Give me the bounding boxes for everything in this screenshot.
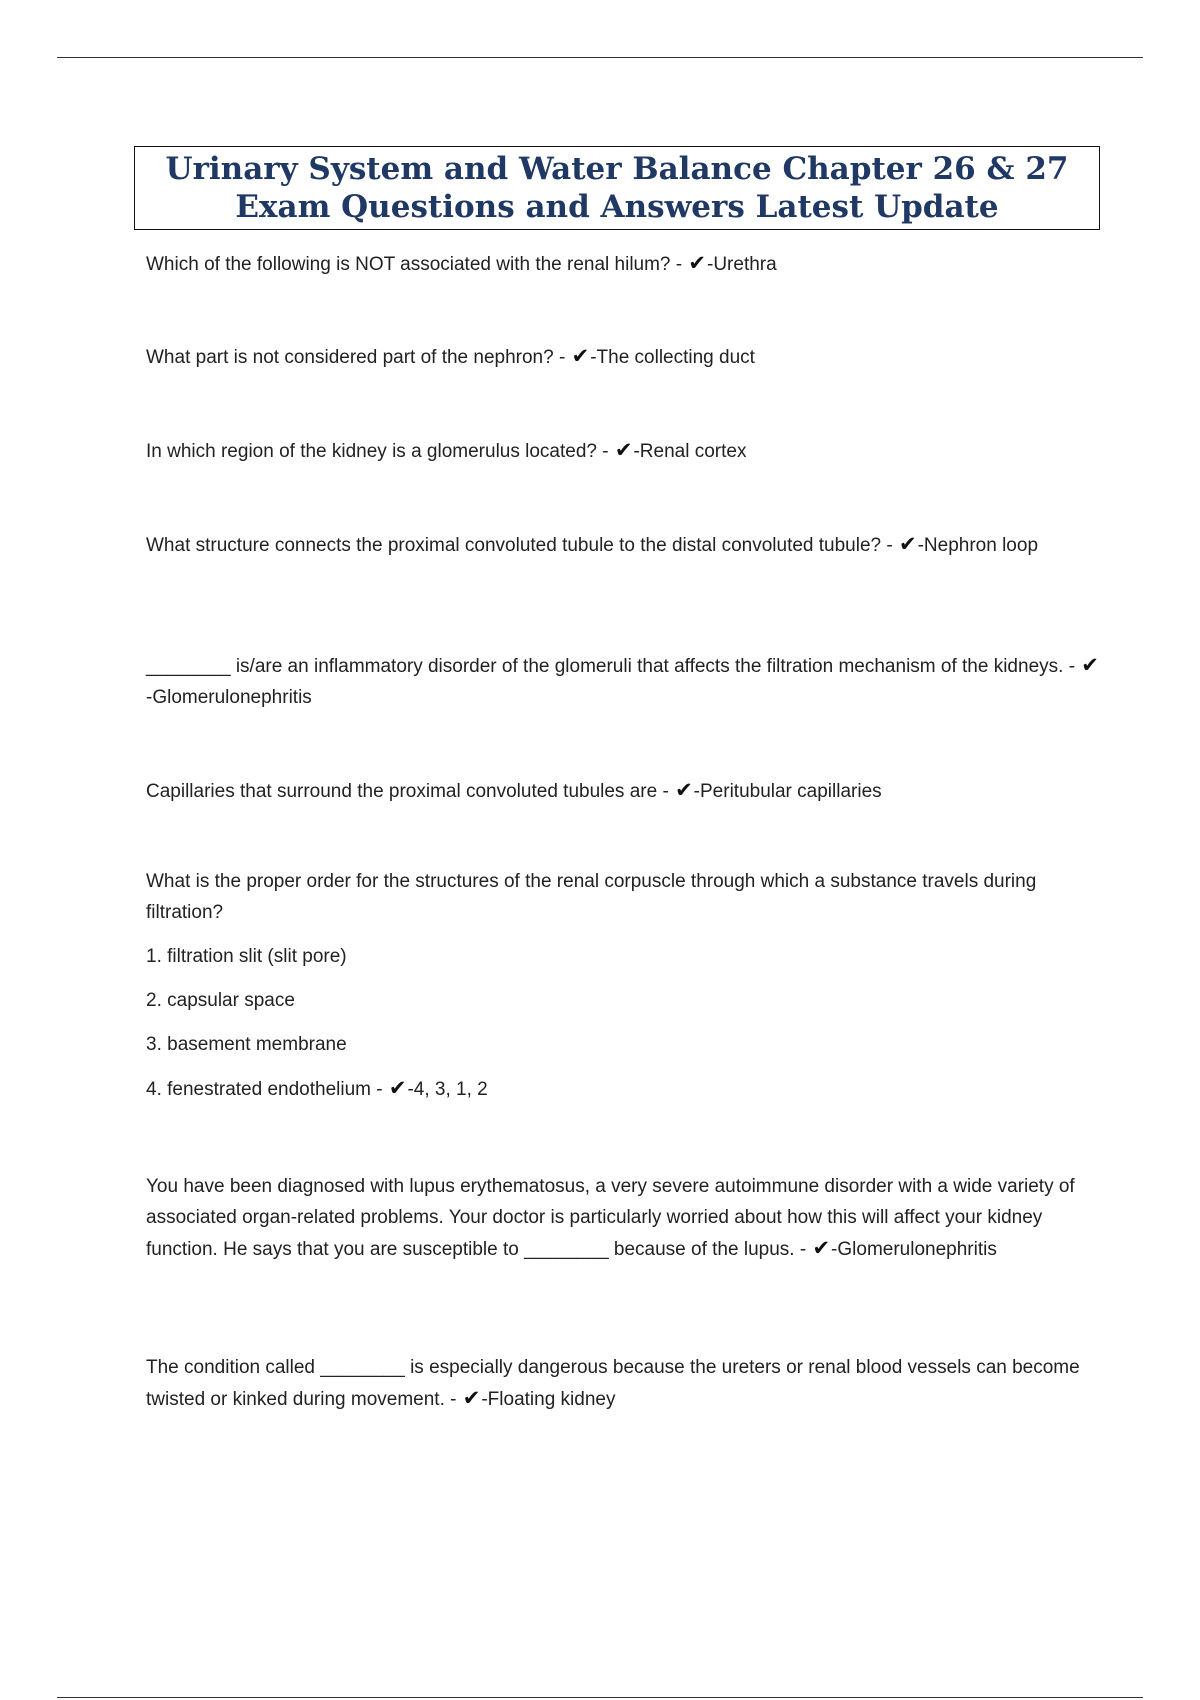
- qa-item-8: [146, 1171, 1106, 1265]
- checkmark-icon: ✔: [388, 1076, 407, 1100]
- answer-text: -Floating kidney: [481, 1389, 616, 1410]
- answer-text: -The collecting duct: [590, 347, 755, 368]
- checkmark-icon: ✔: [571, 344, 590, 368]
- question-text: The condition called ________ is especially dangerous because the ureters or renal blood vessels can become twisted or kinked during movement. -: [146, 1357, 1080, 1410]
- qa-text: [146, 341, 1106, 373]
- question-text: You have been diagnosed with lupus erythematosus, a very severe autoimmune disorder with a wide variety of associated organ-related problems. Your doctor is particularly worried about how this will affect your kidney function. He says that you are susceptible to ________ because of the lupus. -: [146, 1176, 1075, 1260]
- qa-item-7: [146, 866, 1106, 1105]
- checkmark-icon: ✔: [675, 778, 693, 802]
- qa-item-3: [146, 435, 1106, 467]
- question-text: What structure connects the proximal convoluted tubule to the distal convoluted tubule? -: [146, 535, 898, 556]
- list-item: 3. basement membrane: [146, 1034, 347, 1055]
- question-text: What part is not considered part of the nephron? -: [146, 347, 571, 368]
- qa-item-2: [146, 341, 1106, 373]
- question-text: What is the proper order for the structures of the renal corpuscle through which a substance travels during filtration?: [146, 871, 1037, 923]
- list-item: 1. filtration slit (slit pore): [146, 946, 347, 967]
- answer-text: -Glomerulonephritis: [831, 1239, 997, 1260]
- checkmark-icon: ✔: [614, 438, 633, 462]
- page-top-rule: [57, 57, 1143, 58]
- answer-text: -Urethra: [707, 254, 777, 275]
- question-text: Which of the following is NOT associated with the renal hilum? -: [146, 254, 688, 275]
- checkmark-icon: ✔: [898, 532, 917, 556]
- document-title-line-2: Exam Questions and Answers Latest Update: [235, 189, 999, 225]
- qa-text: [146, 1171, 1106, 1265]
- qa-text: [146, 1352, 1106, 1415]
- answer-text: -Renal cortex: [633, 441, 747, 462]
- qa-item-5: [146, 650, 1106, 713]
- qa-item-6: [146, 775, 1106, 807]
- answer-text: -Nephron loop: [917, 535, 1039, 556]
- qa-text: [146, 435, 1106, 467]
- answer-text: -Peritubular capillaries: [693, 781, 882, 802]
- question-text: ________ is/are an inflammatory disorder of the glomeruli that affects the filtration mechanism of the kidneys. -: [146, 656, 1081, 677]
- qa-item-4: [146, 529, 1106, 561]
- qa-text: [146, 529, 1106, 561]
- checkmark-icon: ✔: [688, 251, 706, 275]
- checkmark-icon: ✔: [1081, 653, 1099, 677]
- qa-text: [146, 775, 1106, 807]
- qa-item-9: [146, 1352, 1106, 1415]
- checkmark-icon: ✔: [812, 1236, 831, 1260]
- page-bottom-rule: [57, 1697, 1143, 1698]
- list-item-with-answer: [146, 1073, 1106, 1105]
- qa-text: [146, 248, 1106, 280]
- answer-text: -Glomerulonephritis: [146, 687, 312, 708]
- question-text: In which region of the kidney is a glomerulus located? -: [146, 441, 614, 462]
- qa-item-1: [146, 248, 1106, 280]
- document-title-line-1: Urinary System and Water Balance Chapter 26 & 27: [165, 151, 1069, 187]
- list-item: 4. fenestrated endothelium -: [146, 1079, 388, 1100]
- question-text: Capillaries that surround the proximal convoluted tubules are -: [146, 781, 675, 802]
- list-item: 2. capsular space: [146, 990, 295, 1011]
- checkmark-icon: ✔: [462, 1386, 481, 1410]
- document-title-box: [134, 146, 1100, 230]
- qa-text: [146, 650, 1106, 713]
- answer-text: -4, 3, 1, 2: [407, 1079, 488, 1100]
